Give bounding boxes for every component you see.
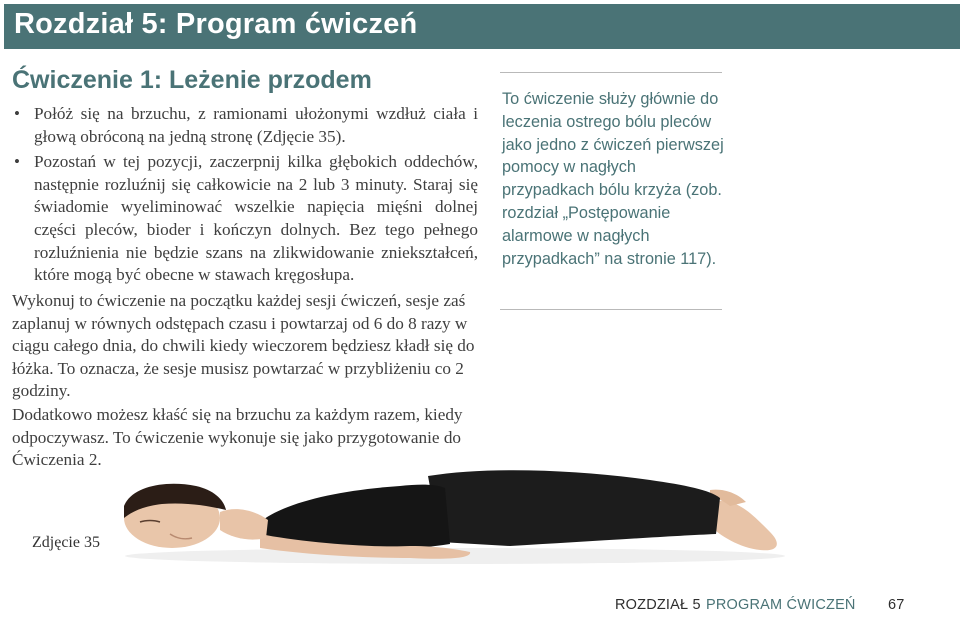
footer-section: PROGRAM ĆWICZEŃ bbox=[706, 597, 856, 613]
shoulder bbox=[220, 509, 268, 539]
sidebar-bottom-rule bbox=[500, 309, 722, 310]
sidebar-top-rule bbox=[500, 72, 722, 73]
bullet-icon: • bbox=[14, 104, 20, 123]
photo-caption: Zdjęcie 35 bbox=[32, 534, 100, 551]
body-paragraph: Dodatkowo możesz kłaść się na brzuchu za każdym razem, kiedy odpoczywasz. To ćwiczenie wykonuje się jako przygotowanie do Ćwiczenia 2. bbox=[12, 405, 463, 470]
footer-chapter: ROZDZIAŁ 5 bbox=[615, 597, 701, 613]
instruction-item bbox=[12, 103, 478, 148]
chapter-title: Rozdział 5: Program ćwiczeń bbox=[14, 8, 418, 40]
bullet-icon: • bbox=[14, 152, 20, 172]
exercise-photo bbox=[110, 462, 800, 582]
page-number: 67 bbox=[888, 597, 905, 613]
exercise-title: Ćwiczenie 1: Leżenie przodem bbox=[12, 66, 372, 94]
instruction-text: Połóż się na brzuchu, z ramionami ułożonymi wzdłuż ciała i głową obróconą na jedną stronę (Zdjęcie 35). bbox=[34, 104, 478, 146]
legs bbox=[428, 470, 720, 546]
body-paragraph: Wykonuj to ćwiczenie na początku każdej sesji ćwiczeń, sesje zaś zaplanuj w równych odstępach czasu i powtarzaj od 6 do 8 razy w ciągu całego dnia, do chwili kiedy wieczorem będziesz kładł się do łóżka. To oznacza, że sesje musisz powtarzać w przybliżeniu co 2 godziny. bbox=[12, 291, 475, 401]
instruction-item bbox=[12, 151, 478, 287]
instruction-text: Pozostań w tej pozycji, zaczerpnij kilka głębokich oddechów, następnie rozluźnij się całkowicie na 2 lub 3 minuty. Staraj się świadomie wyeliminować wszelkie napięcia mięśni dolnej części pleców, bioder i kończyn dolnych. Bez tego pełnego rozluźnienia nie będzie szans na zlikwidowanie zniekształceń, które mogą być obecne w stawach kręgosłupa. bbox=[34, 152, 478, 285]
sidebar-note: To ćwiczenie służy głównie do leczenia ostrego bólu pleców jako jedno z ćwiczeń pierwszej pomocy w nagłych przypadkach bólu krzyża (zob. rozdział „Postępowanie alarmowe w nagłych przypadkach” na stronie 117). bbox=[502, 90, 724, 268]
instruction-list bbox=[12, 103, 478, 290]
